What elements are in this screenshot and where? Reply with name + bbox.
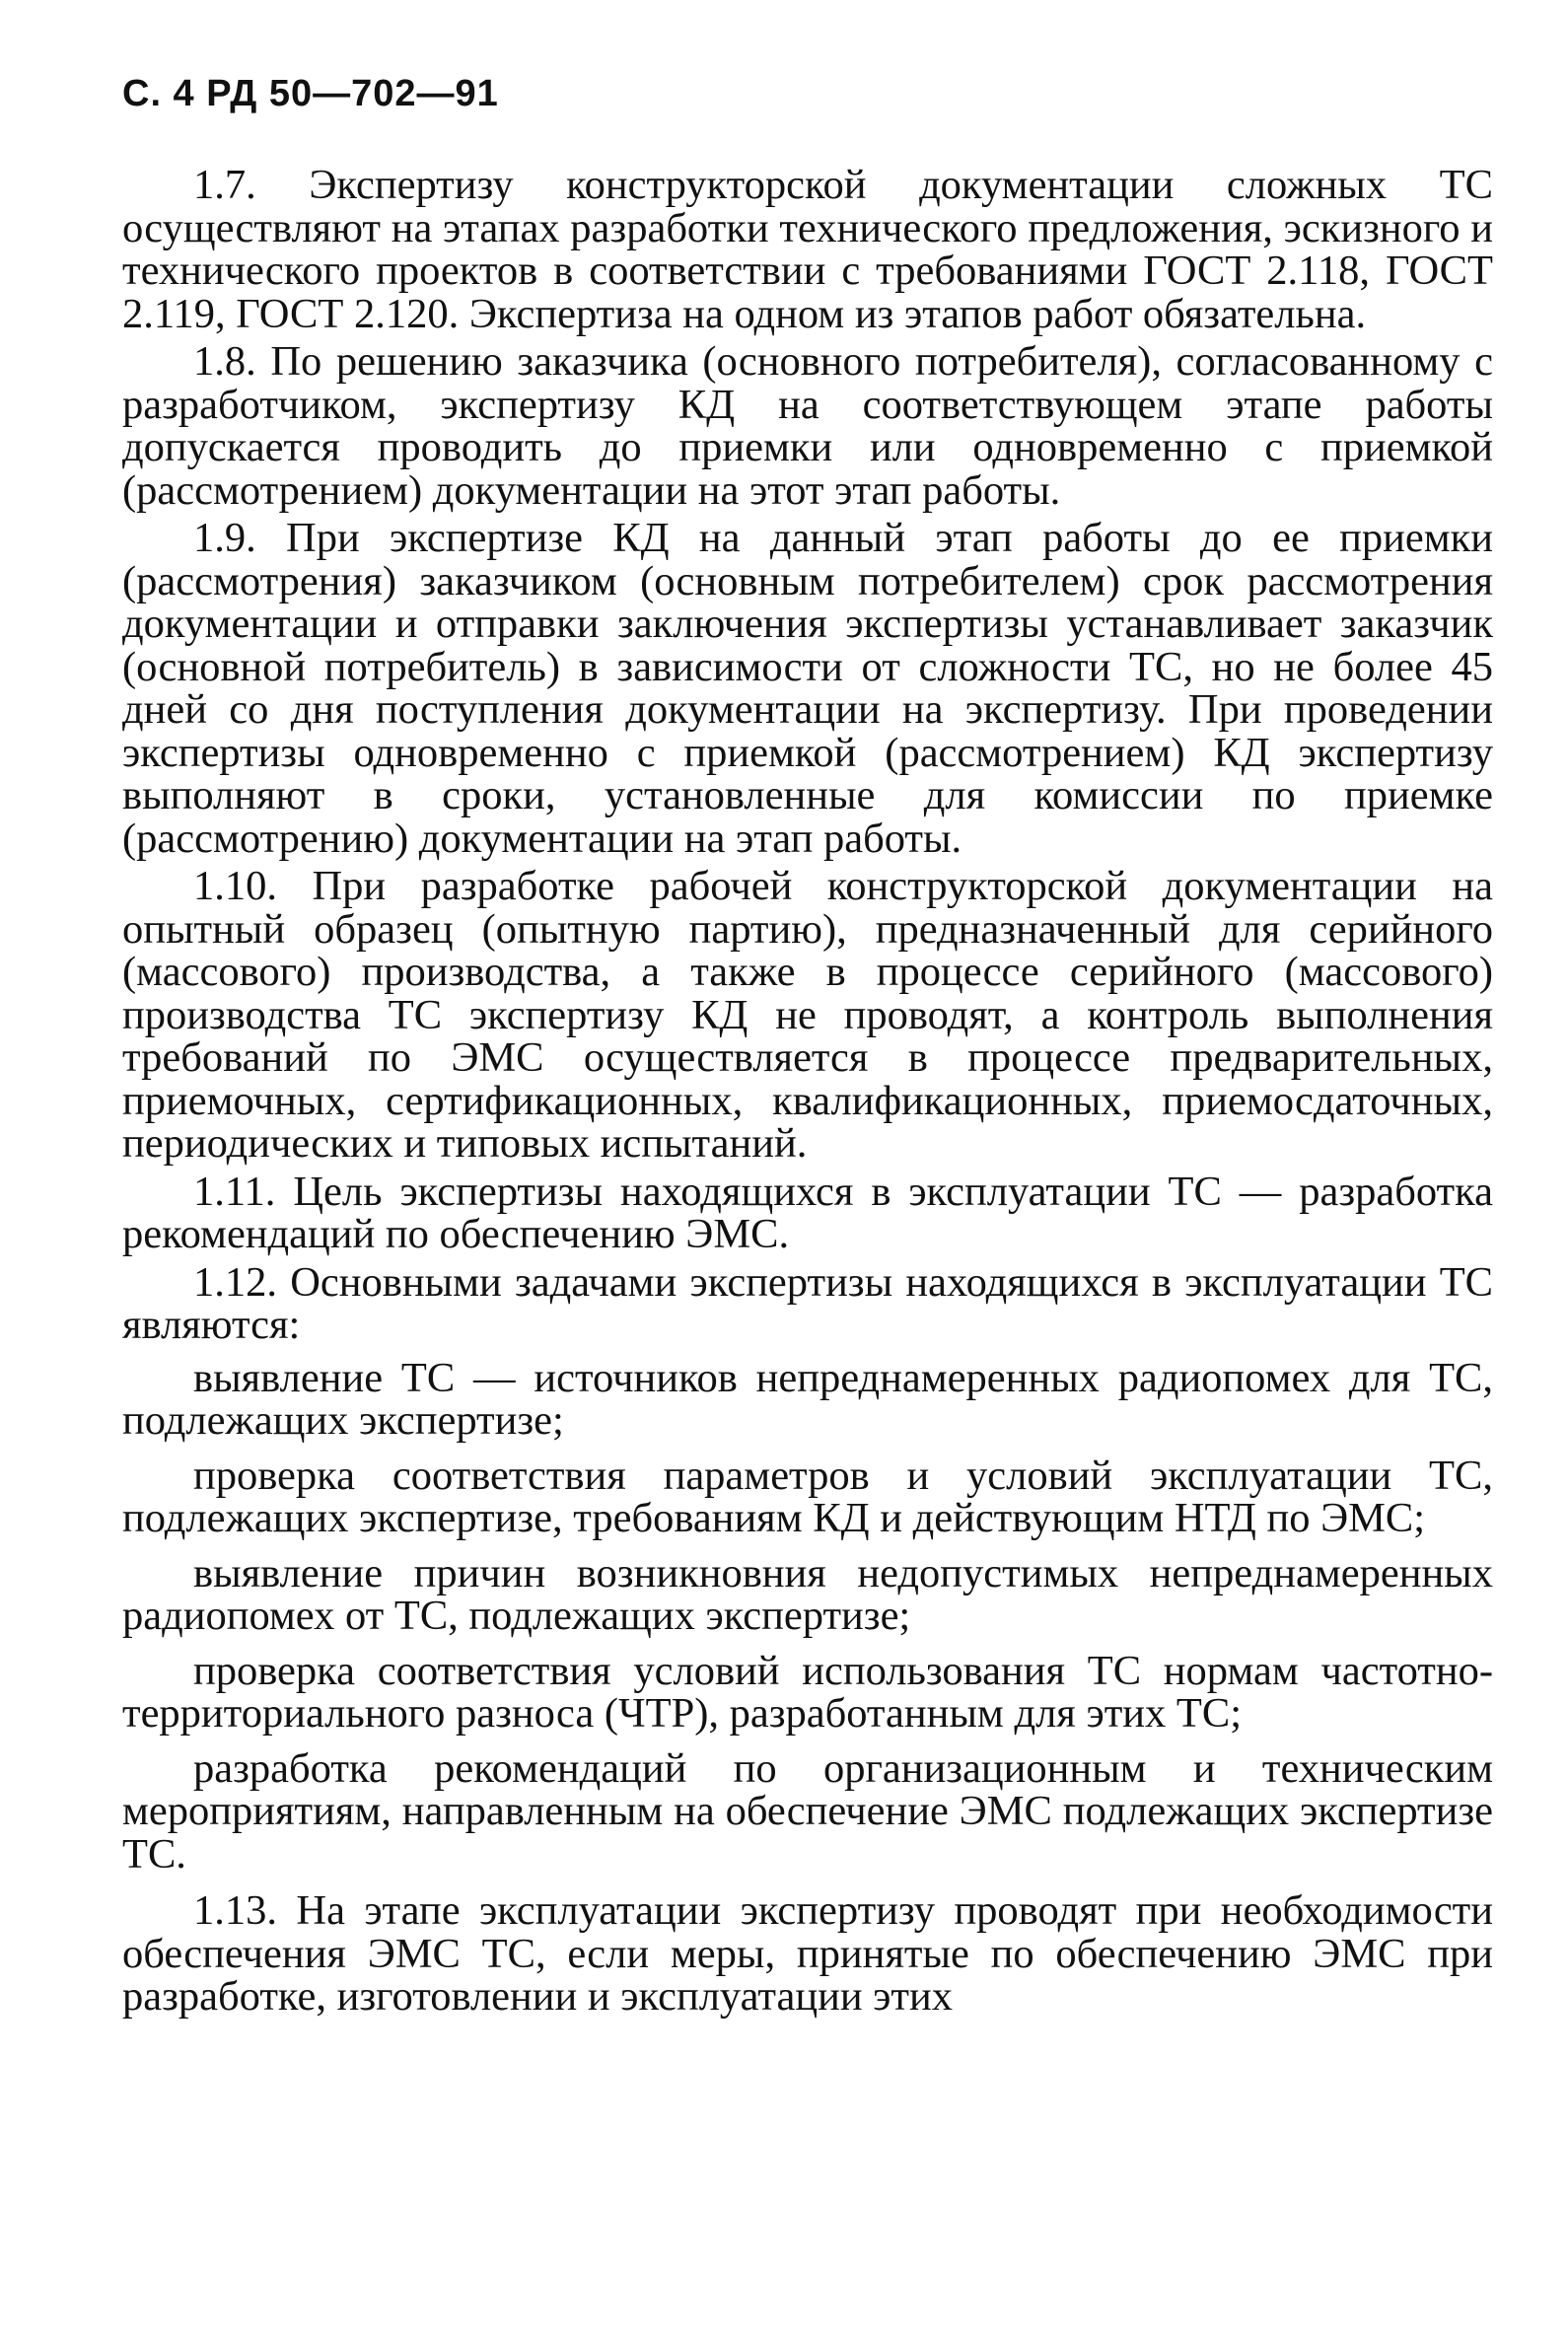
document-body — [122, 164, 1493, 2023]
task-item: проверка соответствия параметров и условий эксплуатации ТС, подлежащих экспертизе, требованиям КД и действующим НТД по ЭМС; — [122, 1452, 1493, 1541]
paragraph-1-7: 1.7. Экспертизу конструкторской документации сложных ТС осуществляют на этапах разработки технического предложения, эскизного и технического проектов в соответствии с требованиями ГОСТ 2.118, ГОСТ 2.119, ГОСТ 2.120. Экспертиза на одном из этапов работ обязательна. — [122, 162, 1493, 337]
paragraph-1-9: 1.9. При экспертизе КД на данный этап работы до ее приемки (рассмотрения) заказчиком (основным потребителем) срок рассмотрения документации и отправки заключения экспертизы устанавливает заказчик (основной потребитель) в зависимости от сложности ТС, но не более 45 дней со дня поступления документации на экспертизу. При проведении экспертизы одновременно с приемкой (рассмотрением) КД экспертизу выполняют в сроки, установленные для комиссии по приемке (рассмотрению) документации на этап работы. — [122, 515, 1493, 862]
task-item: выявление ТС — источников непреднамеренных радиопомех для ТС, подлежащих экспертизе; — [122, 1354, 1493, 1444]
paragraph-1-12: 1.12. Основными задачами экспертизы находящихся в эксплуатации ТС являются: — [122, 1258, 1493, 1348]
paragraph-1-10: 1.10. При разработке рабочей конструкторской документации на опытный образец (опытную партию), предназначенный для серийного (массового) производства, а также в процессе серийного (массового) производства ТС экспертизу КД не проводят, а контроль выполнения требований по ЭМС осуществляется в процессе предварительных, приемочных, сертификационных, квалификационных, приемосдаточных, периодических и типовых испытаний. — [122, 863, 1493, 1167]
paragraph-1-11: 1.11. Цель экспертизы находящихся в эксплуатации ТС — разработка рекомендаций по обеспечению ЭМС. — [122, 1168, 1493, 1257]
page-header: С. 4 РД 50—702—91 — [122, 73, 499, 114]
paragraph-1-8: 1.8. По решению заказчика (основного потребителя), согласованному с разработчиком, экспертизу КД на соответствующем этапе работы допускается проводить до приемки или одновременно с приемкой (рассмотрением) документации на этот этап работы. — [122, 338, 1493, 514]
task-item: выявление причин возникновния недопустимых непреднамеренных радиопомех от ТС, подлежащих экспертизе; — [122, 1549, 1493, 1639]
task-item: проверка соответствия условий использования ТС нормам частотно-территориального разноса (ЧТР), разработанным для этих ТС; — [122, 1647, 1493, 1737]
paragraph-1-13: 1.13. На этапе эксплуатации экспертизу проводят при необходимости обеспечения ЭМС ТС, если меры, принятые по обеспечению ЭМС при разработке, изготовлении и эксплуатации этих — [122, 1887, 1493, 2020]
task-item: разработка рекомендаций по организационным и техническим мероприятиям, направленным на обеспечение ЭМС подлежащих экспертизе ТС. — [122, 1744, 1493, 1878]
